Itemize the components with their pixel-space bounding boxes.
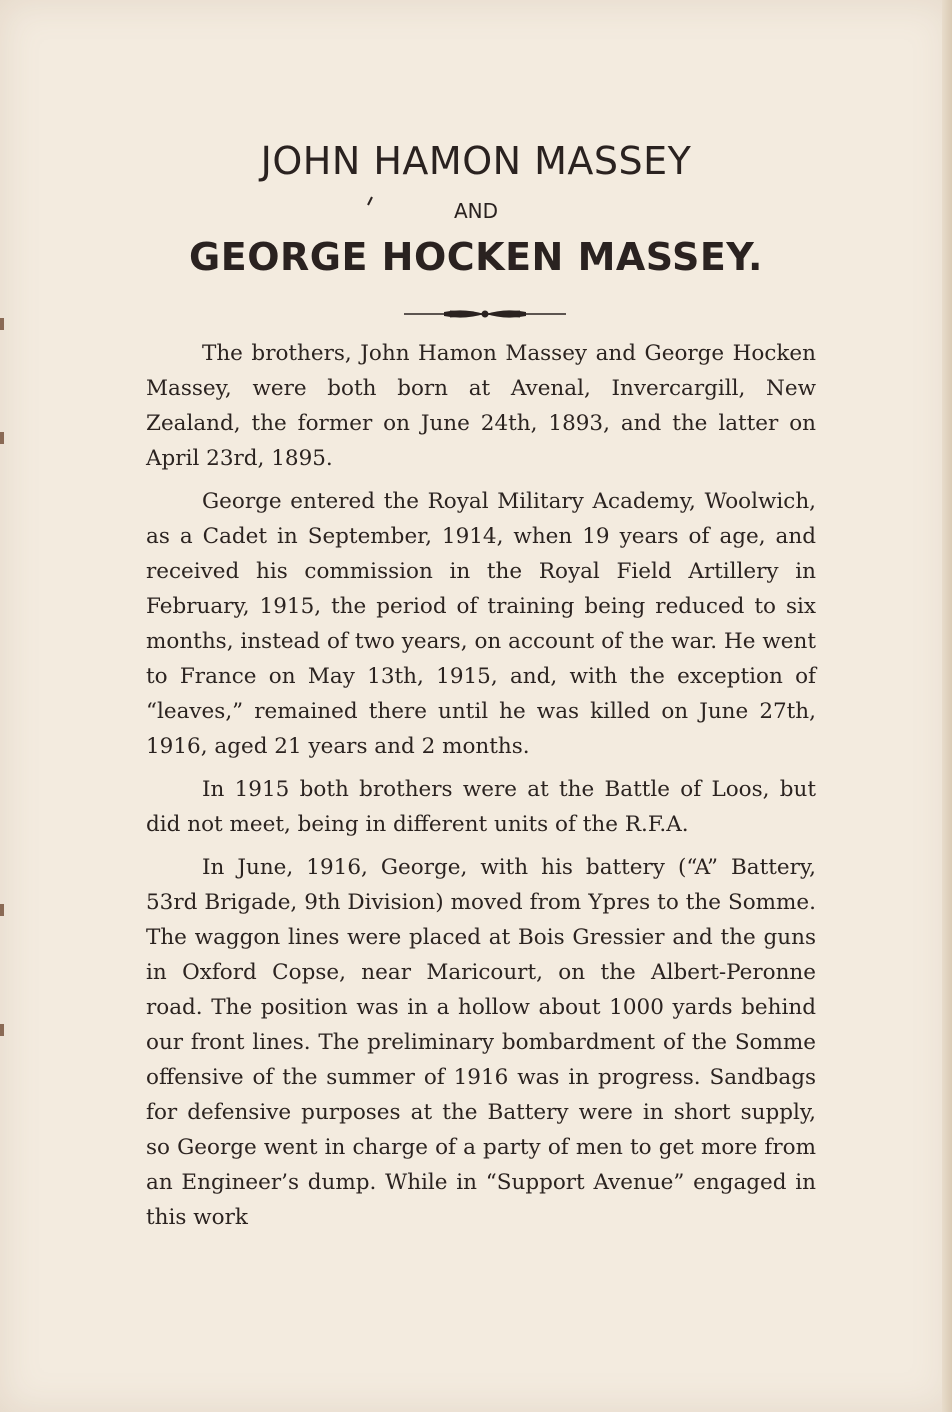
binding-mark	[0, 432, 4, 444]
ink-tick-mark	[366, 196, 374, 206]
binding-mark	[0, 904, 4, 916]
paragraph: The brothers, John Hamon Massey and George Hocken Massey, were both born at Avenal, Invercargill, New Zealand, the former on June 24th, 1893, and the latter on April 23rd, 1895.	[146, 341, 816, 471]
ornament-divider-icon	[404, 306, 566, 322]
paragraph: In 1915 both brothers were at the Battle of Loos, but did not meet, being in different units of the R.F.A.	[146, 777, 816, 837]
title-line-1: JOHN HAMON MASSEY	[260, 139, 692, 183]
title-block	[0, 138, 952, 280]
body-text	[146, 336, 816, 1243]
paragraph: George entered the Royal Military Academy, Woolwich, as a Cadet in September, 1914, when 19 years of age, and received his commission in the Royal Field Artillery in February, 1915, the period of training being reduced to six months, instead of two years, on account of the war. He went to France on May 13th, 1915, and, with the exception of “leaves,” remained there until he was killed on June 27th, 1916, aged 21 years and 2 months.	[146, 489, 816, 759]
binding-mark	[0, 318, 4, 330]
binding-mark	[0, 1024, 4, 1036]
title-conjunction: AND	[453, 199, 499, 223]
title-line-2: GEORGE HOCKEN MASSEY.	[189, 235, 763, 279]
paragraph: In June, 1916, George, with his battery (“A” Battery, 53rd Brigade, 9th Division) moved from Ypres to the Somme. The waggon lines were placed at Bois Gressier and the guns in Oxford Copse, near Maricourt, on the Albert-Peronne road. The position was in a hollow about 1000 yards behind our front lines. The preliminary bombardment of the Somme offensive of the summer of 1916 was in progress. Sandbags for defensive purposes at the Battery were in short supply, so George went in charge of a party of men to get more from an Engineer’s dump. While in “Support Avenue” engaged in this work	[146, 855, 816, 1230]
